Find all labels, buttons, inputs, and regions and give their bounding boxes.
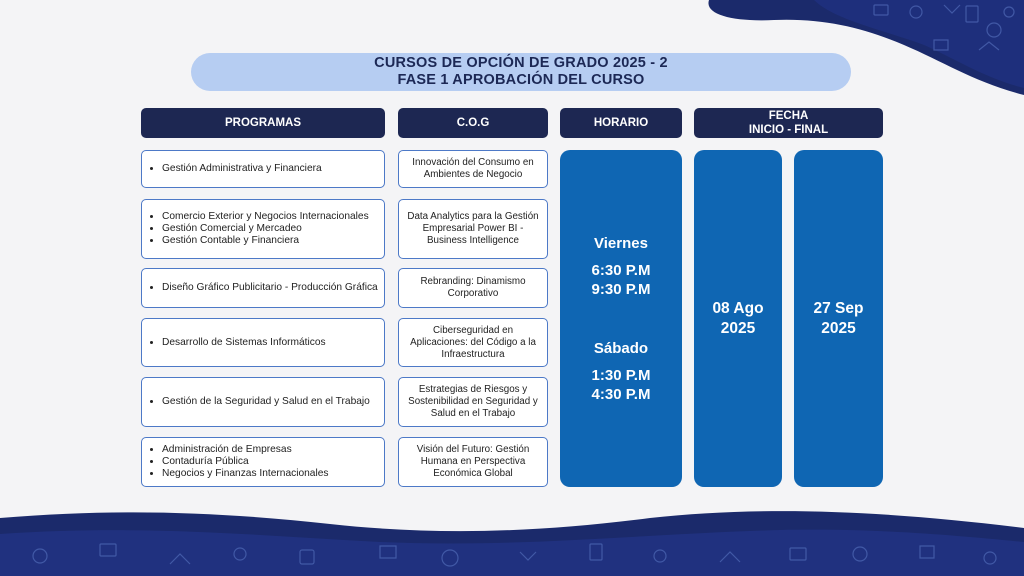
header-fecha-label: FECHA: [768, 110, 809, 122]
program-item: • Contaduría Pública: [162, 456, 329, 468]
program-item: • Gestión Administrativa y Financiera: [162, 163, 322, 175]
program-item: • Gestión Contable y Financiera: [162, 235, 369, 247]
cog-box-3: [398, 268, 548, 308]
program-item: • Diseño Gráfico Publicitario - Producción Gráfica: [162, 282, 378, 294]
cog-label: Innovación del Consumo en Ambientes de Negocio: [412, 157, 534, 180]
cog-label: Estrategias de Riesgos y Sostenibilidad en Seguridad y Salud en el Trabajo: [408, 384, 538, 419]
cog-box-6: [398, 437, 548, 487]
program-box-4: [141, 318, 385, 367]
header-programas: [141, 108, 385, 138]
program-item: • Comercio Exterior y Negocios Internacionales: [162, 211, 369, 223]
schedule-day-2: Sábado: [593, 339, 649, 357]
cog-label: Visión del Futuro: Gestión Humana en Perspectiva Económica Global: [416, 444, 530, 479]
header-fecha: [694, 108, 883, 138]
start-date-panel: [694, 150, 782, 487]
program-box-6: [141, 437, 385, 487]
program-item: • Gestión de la Seguridad y Salud en el Trabajo: [162, 396, 370, 408]
title-line-2: FASE 1 APROBACIÓN DEL CURSO: [397, 72, 645, 88]
start-date-year: 2025: [720, 319, 756, 337]
cog-box-4: [398, 318, 548, 367]
schedule-panel: [560, 150, 682, 487]
program-item: • Negocios y Finanzas Internacionales: [162, 468, 329, 480]
program-item: • Desarrollo de Sistemas Informáticos: [162, 337, 326, 349]
schedule-day-1: Viernes: [594, 234, 648, 252]
end-date-day: 27 Sep: [813, 299, 864, 317]
program-item: • Gestión Comercial y Mercadeo: [162, 223, 369, 235]
schedule-day-2-end: 4:30 P.M: [591, 385, 651, 403]
cog-box-1: [398, 150, 548, 188]
schedule-day-2-start: 1:30 P.M: [591, 366, 651, 384]
header-fecha-sublabel: INICIO - FINAL: [748, 124, 829, 136]
header-cog-label: C.O.G: [456, 117, 490, 129]
cog-label: Rebranding: Dinamismo Corporativo: [420, 276, 526, 299]
header-horario-label: HORARIO: [593, 117, 649, 129]
program-item: • Administración de Empresas: [162, 444, 329, 456]
cog-box-5: [398, 377, 548, 427]
program-box-3: [141, 268, 385, 308]
program-box-5: [141, 377, 385, 427]
cog-label: Data Analytics para la Gestión Empresarial Power BI - Business Intelligence: [407, 211, 539, 246]
header-programas-label: PROGRAMAS: [224, 117, 302, 129]
end-date-panel: [794, 150, 883, 487]
program-box-1: [141, 150, 385, 188]
header-cog: [398, 108, 548, 138]
program-box-2: [141, 199, 385, 259]
decorative-wave-bottom: [0, 506, 1024, 576]
schedule-day-1-start: 6:30 P.M: [591, 261, 651, 279]
header-horario: [560, 108, 682, 138]
end-date-year: 2025: [821, 319, 856, 337]
start-date-day: 08 Ago: [712, 299, 764, 317]
title-line-1: CURSOS DE OPCIÓN DE GRADO 2025 - 2: [374, 55, 668, 71]
page-title: [191, 53, 851, 91]
schedule-day-1-end: 9:30 P.M: [591, 280, 651, 298]
cog-label: Ciberseguridad en Aplicaciones: del Código a la Infraestructura: [410, 324, 536, 360]
cog-box-2: [398, 199, 548, 259]
